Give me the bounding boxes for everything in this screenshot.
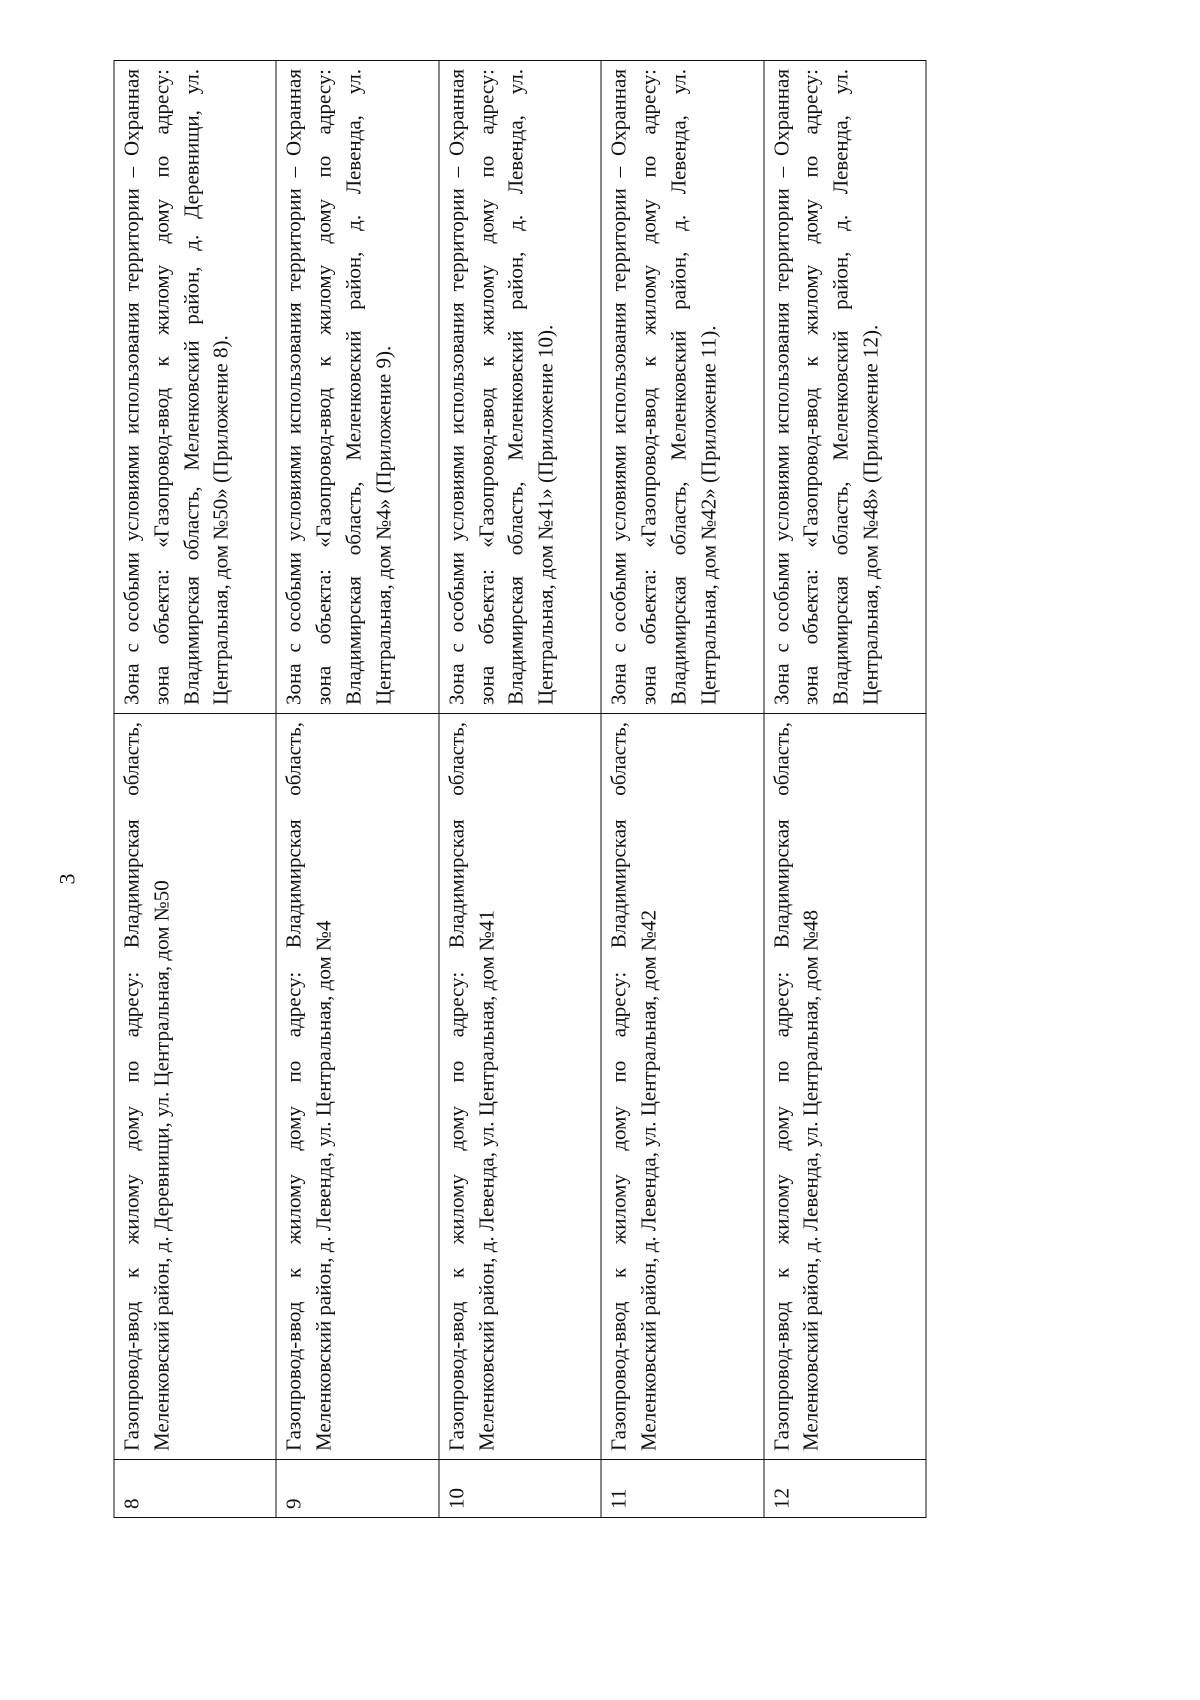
table-row: [438, 60, 600, 1517]
object-description: Газопровод-ввод к жилому дому по адресу: Владимирская область, Меленковский район, д. Левенда, ул. Центральная, дом №41: [438, 713, 600, 1459]
table-row: [114, 60, 276, 1517]
row-number: 11: [601, 1459, 763, 1517]
zone-description: Зона с особыми условиями использования территории – Охранная зона объекта: «Газопровод-ввод к жилому дому по адресу: Владимирская область, Меленковский район, д. Левенда, ул. Центральная, дом №42» (Приложение 11).: [601, 60, 763, 713]
row-number: 12: [763, 1459, 925, 1517]
object-description: Газопровод-ввод к жилому дому по адресу: Владимирская область, Меленковский район, д. Левенда, ул. Центральная, дом №4: [276, 713, 438, 1459]
zone-description: Зона с особыми условиями использования территории – Охранная зона объекта: «Газопровод-ввод к жилому дому по адресу: Владимирская область, Меленковский район, д. Левенда, ул. Центральная, дом №4» (Приложение 9).: [276, 60, 438, 713]
row-number: 9: [276, 1459, 438, 1517]
page-number: 3: [54, 873, 80, 885]
rotated-table-container: [113, 60, 926, 1517]
table-row: [763, 60, 925, 1517]
table-row: [276, 60, 438, 1517]
row-number: 10: [438, 1459, 600, 1517]
table-row: [601, 60, 763, 1517]
row-number: 8: [114, 1459, 276, 1517]
zone-description: Зона с особыми условиями использования территории – Охранная зона объекта: «Газопровод-ввод к жилому дому по адресу: Владимирская область, Меленковский район, д. Левенда, ул. Центральная, дом №48» (Приложение 12).: [763, 60, 925, 713]
protection-zones-table: [113, 60, 926, 1518]
zone-description: Зона с особыми условиями использования территории – Охранная зона объекта: «Газопровод-ввод к жилому дому по адресу: Владимирская область, Меленковский район, д. Левенда, ул. Центральная, дом №41» (Приложение 10).: [438, 60, 600, 713]
object-description: Газопровод-ввод к жилому дому по адресу: Владимирская область, Меленковский район, д. Левенда, ул. Центральная, дом №48: [763, 713, 925, 1459]
object-description: Газопровод-ввод к жилому дому по адресу: Владимирская область, Меленковский район, д. Деревнищи, ул. Центральная, дом №50: [114, 713, 276, 1459]
object-description: Газопровод-ввод к жилому дому по адресу: Владимирская область, Меленковский район, д. Левенда, ул. Центральная, дом №42: [601, 713, 763, 1459]
zone-description: Зона с особыми условиями использования территории – Охранная зона объекта: «Газопровод-ввод к жилому дому по адресу: Владимирская область, Меленковский район, д. Деревнищи, ул. Центральная, дом №50» (Приложение 8).: [114, 60, 276, 713]
